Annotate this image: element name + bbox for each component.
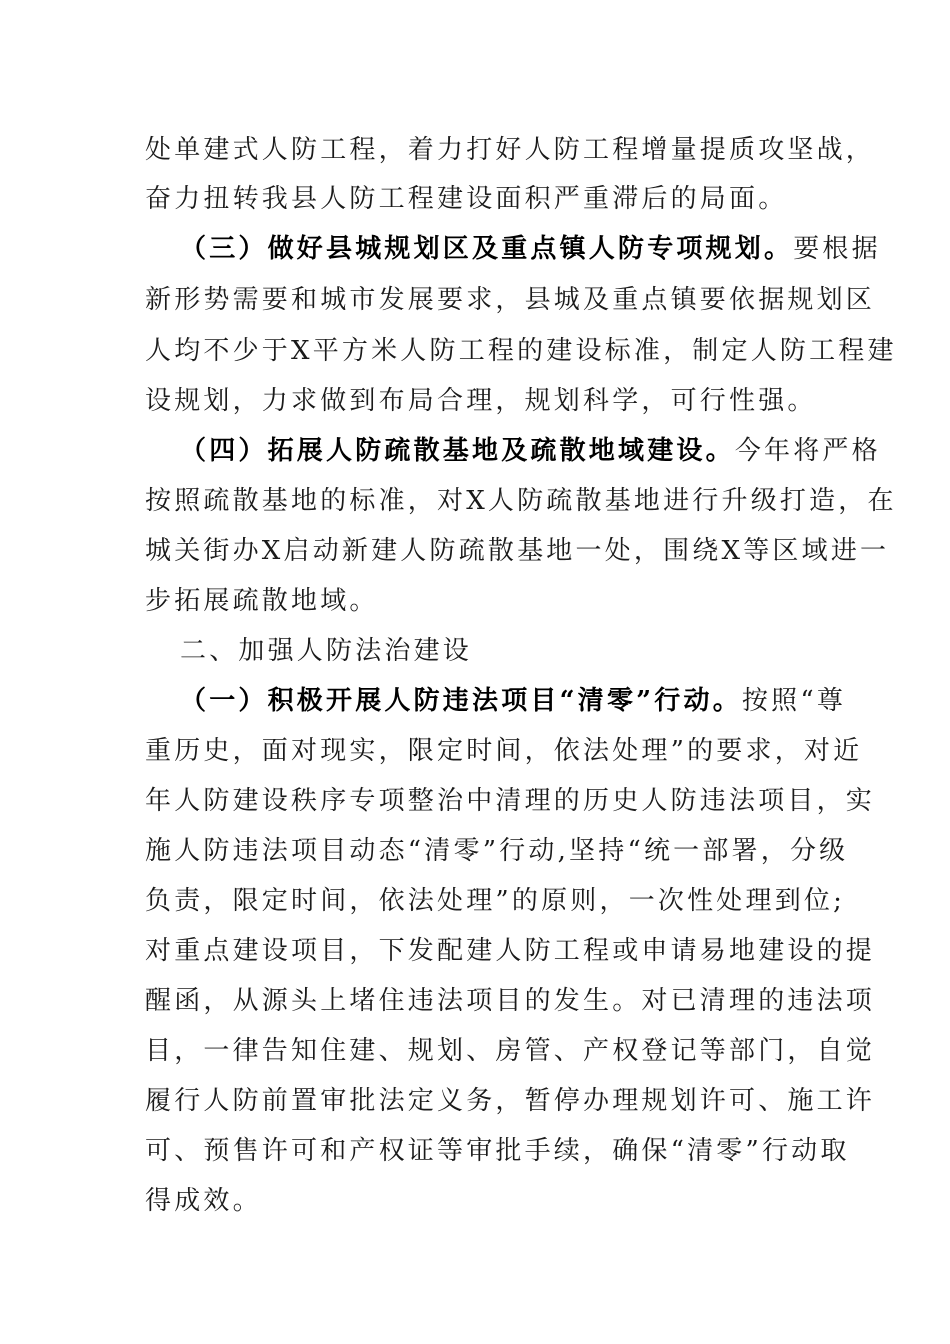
section-heading-line: （一）积极开展人防违法项目“清零”行动。按照“尊 [180,686,847,716]
paragraph-line: 可、预售许可和产权证等审批手续，确保“清零”行动取 [145,1136,850,1166]
paragraph-line: 步拓展疏散地域。 [145,586,379,616]
chapter-heading: 二、加强人防法治建设 [180,636,473,666]
paragraph-line: 重历史，面对现实，限定时间，依法处理”的要求，对近 [145,736,863,766]
paragraph-line: 新形势需要和城市发展要求，县城及重点镇要依据规划区 [145,285,876,315]
paragraph-line: 设规划，力求做到布局合理，规划科学，可行性强。 [145,386,817,416]
section-heading-line: （四）拓展人防疏散基地及疏散地域建设。今年将严格 [180,436,881,466]
paragraph-line: 对重点建设项目，下发配建人防工程或申请易地建设的提 [145,936,876,966]
paragraph-line: 年人防建设秩序专项整治中清理的历史人防违法项目，实 [145,786,876,816]
paragraph-line: 城关街办X启动新建人防疏散基地一处，围绕X等区域进一 [145,536,890,566]
paragraph-line: 负责，限定时间，依法处理”的原则，一次性处理到位; [145,886,846,916]
paragraph-line: 得成效。 [145,1186,262,1216]
section-heading: （三）做好县城规划区及重点镇人防专项规划。 [180,234,794,264]
section-heading-line: （三）做好县城规划区及重点镇人防专项规划。要根据 [180,234,881,264]
paragraph-line: 按照疏散基地的标准，对X人防疏散基地进行升级打造，在 [145,486,897,516]
paragraph-line: 目，一律告知住建、规划、房管、产权登记等部门，自觉 [145,1036,876,1066]
paragraph-line: 施人防违法项目动态“清零”行动,坚持“统一部署，分级 [145,836,849,866]
paragraph-line: 人均不少于X平方米人防工程的建设标准，制定人防工程建 [145,336,897,366]
paragraph-line: 醒函，从源头上堵住违法项目的发生。对已清理的违法项 [145,986,876,1016]
paragraph-line: 处单建式人防工程，着力打好人防工程增量提质攻坚战， [145,135,876,165]
paragraph-line: 履行人防前置审批法定义务，暂停办理规划许可、施工许 [145,1086,876,1116]
paragraph-line: 奋力扭转我县人防工程建设面积严重滞后的局面。 [145,184,788,214]
section-heading: （一）积极开展人防违法项目“清零”行动。 [180,686,742,716]
section-heading: （四）拓展人防疏散基地及疏散地域建设。 [180,436,735,466]
